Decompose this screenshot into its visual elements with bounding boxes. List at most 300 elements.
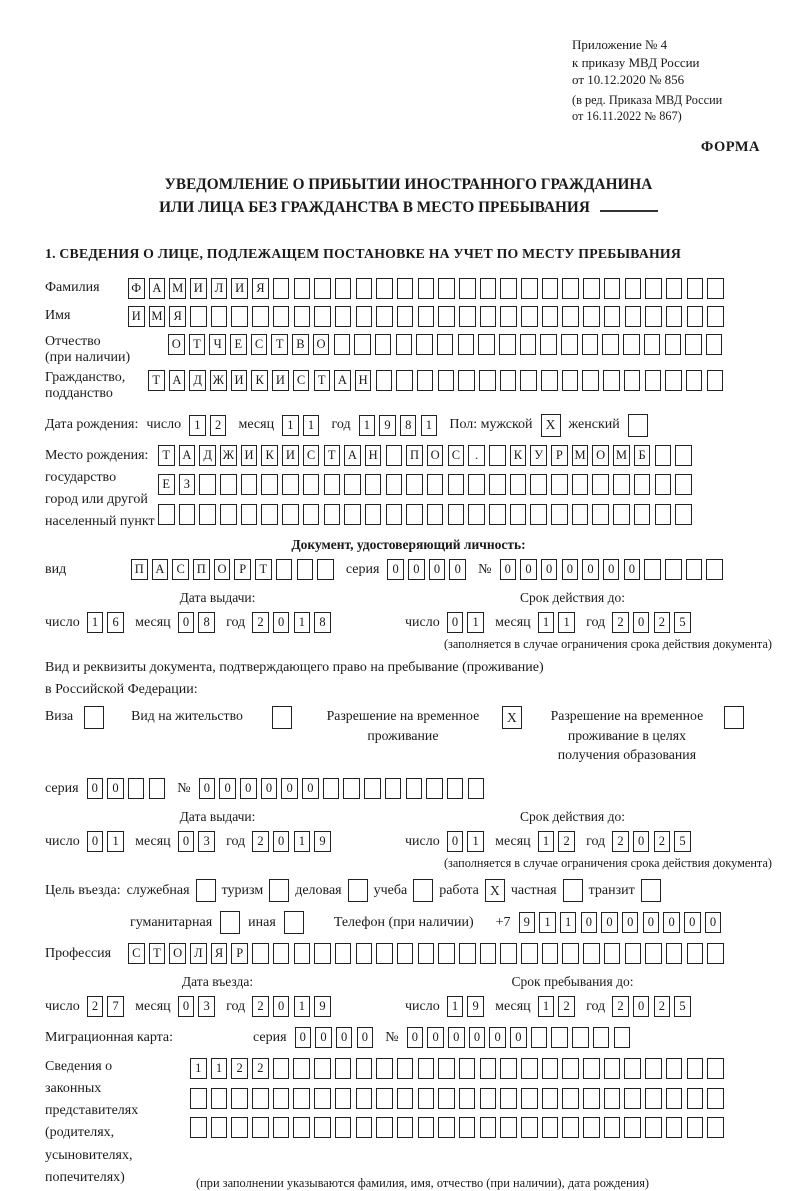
cell[interactable]	[356, 306, 373, 327]
cell[interactable]	[675, 445, 692, 466]
cell[interactable]	[645, 1058, 662, 1079]
cell[interactable]	[604, 1117, 621, 1138]
cell[interactable]	[634, 504, 651, 525]
residence-permit-checkbox[interactable]	[272, 706, 292, 729]
cell[interactable]	[356, 1088, 373, 1109]
cell[interactable]	[426, 778, 443, 799]
cell[interactable]	[418, 1088, 435, 1109]
doc-series-cells[interactable]	[387, 559, 470, 580]
cell[interactable]	[531, 1027, 548, 1048]
doc-issue-day-cells[interactable]	[87, 612, 128, 633]
cell[interactable]	[365, 504, 382, 525]
cell[interactable]: 5	[674, 612, 691, 633]
cell[interactable]: 1	[294, 996, 311, 1017]
cell[interactable]: 0	[273, 612, 290, 633]
cell[interactable]: А	[169, 370, 186, 391]
stay-month-cells[interactable]	[538, 996, 579, 1017]
cell[interactable]	[613, 474, 630, 495]
cell[interactable]: .	[468, 445, 485, 466]
cell[interactable]	[562, 370, 579, 391]
cell[interactable]	[686, 370, 703, 391]
cell[interactable]: К	[251, 370, 268, 391]
cell[interactable]	[376, 278, 393, 299]
cell[interactable]	[273, 1088, 290, 1109]
cell[interactable]	[480, 943, 497, 964]
cell[interactable]	[282, 504, 299, 525]
cell[interactable]: О	[168, 334, 185, 355]
cell[interactable]	[521, 306, 538, 327]
cell[interactable]: 1	[558, 612, 575, 633]
cell[interactable]	[666, 1117, 683, 1138]
cell[interactable]: 1	[294, 612, 311, 633]
cell[interactable]: 0	[447, 612, 464, 633]
cell[interactable]: 0	[178, 831, 195, 852]
cell[interactable]	[273, 943, 290, 964]
cell[interactable]: 0	[107, 778, 124, 799]
cell[interactable]: 9	[379, 415, 396, 436]
birth-day-cells[interactable]	[189, 415, 230, 436]
cell[interactable]	[480, 1088, 497, 1109]
cell[interactable]	[386, 445, 403, 466]
rvp-valid-month-cells[interactable]	[538, 831, 579, 852]
cell[interactable]	[604, 278, 621, 299]
cell[interactable]	[418, 943, 435, 964]
cell[interactable]	[397, 306, 414, 327]
cell[interactable]	[458, 370, 475, 391]
cell[interactable]: И	[282, 445, 299, 466]
cell[interactable]	[314, 306, 331, 327]
cell[interactable]	[542, 278, 559, 299]
cell[interactable]	[365, 474, 382, 495]
cell[interactable]: 0	[633, 996, 650, 1017]
cell[interactable]: 0	[178, 996, 195, 1017]
cell[interactable]: Е	[230, 334, 247, 355]
rvp-issue-month-cells[interactable]	[178, 831, 219, 852]
cell[interactable]	[541, 370, 558, 391]
cell[interactable]	[686, 559, 703, 580]
cell[interactable]: М	[613, 445, 630, 466]
cell[interactable]: 0	[87, 778, 104, 799]
entry-day-cells[interactable]	[87, 996, 128, 1017]
cell[interactable]: А	[152, 559, 169, 580]
cell[interactable]	[438, 306, 455, 327]
cell[interactable]	[645, 943, 662, 964]
entry-month-cells[interactable]	[178, 996, 219, 1017]
cell[interactable]	[499, 334, 516, 355]
cell[interactable]: Ж	[210, 370, 227, 391]
cell[interactable]	[397, 1088, 414, 1109]
cell[interactable]	[468, 778, 485, 799]
cell[interactable]: К	[261, 445, 278, 466]
cell[interactable]	[644, 559, 661, 580]
cell[interactable]: А	[179, 445, 196, 466]
cell[interactable]: М	[149, 306, 166, 327]
cell[interactable]	[489, 504, 506, 525]
cell[interactable]	[614, 1027, 631, 1048]
rvp-valid-year-cells[interactable]	[612, 831, 695, 852]
cell[interactable]	[273, 278, 290, 299]
cell[interactable]	[231, 306, 248, 327]
cell[interactable]	[190, 1117, 207, 1138]
cell[interactable]	[293, 1088, 310, 1109]
purpose-work-checkbox[interactable]: X	[485, 879, 505, 902]
cell[interactable]	[459, 1058, 476, 1079]
cell[interactable]	[707, 370, 724, 391]
cell[interactable]	[562, 278, 579, 299]
cell[interactable]	[687, 278, 704, 299]
cell[interactable]	[314, 943, 331, 964]
doc-kind-cells[interactable]	[131, 559, 338, 580]
cell[interactable]: Н	[355, 370, 372, 391]
cell[interactable]	[500, 370, 517, 391]
cell[interactable]	[521, 1058, 538, 1079]
cell[interactable]	[480, 306, 497, 327]
cell[interactable]: И	[128, 306, 145, 327]
cell[interactable]	[396, 370, 413, 391]
profession-cells[interactable]	[128, 943, 728, 964]
cell[interactable]: 0	[663, 912, 680, 933]
cell[interactable]	[149, 778, 166, 799]
cell[interactable]	[562, 1058, 579, 1079]
cell[interactable]: 1	[294, 831, 311, 852]
cell[interactable]: М	[169, 278, 186, 299]
cell[interactable]	[602, 334, 619, 355]
cell[interactable]	[666, 943, 683, 964]
cell[interactable]: 0	[407, 1027, 424, 1048]
cell[interactable]	[385, 778, 402, 799]
cell[interactable]: Р	[551, 445, 568, 466]
cell[interactable]	[459, 1088, 476, 1109]
purpose-tourism-checkbox[interactable]	[269, 879, 289, 902]
cell[interactable]: М	[572, 445, 589, 466]
cell[interactable]	[211, 1117, 228, 1138]
cell[interactable]	[687, 1117, 704, 1138]
stay-year-cells[interactable]	[612, 996, 695, 1017]
cell[interactable]: О	[592, 445, 609, 466]
cell[interactable]	[220, 504, 237, 525]
cell[interactable]	[376, 306, 393, 327]
cell[interactable]	[418, 1058, 435, 1079]
cell[interactable]	[356, 278, 373, 299]
rvp-issue-year-cells[interactable]	[252, 831, 335, 852]
cell[interactable]	[530, 474, 547, 495]
cell[interactable]: П	[406, 445, 423, 466]
cell[interactable]	[542, 1117, 559, 1138]
cell[interactable]	[551, 474, 568, 495]
cell[interactable]	[459, 278, 476, 299]
cell[interactable]	[335, 1117, 352, 1138]
cell[interactable]: 0	[315, 1027, 332, 1048]
cell[interactable]	[334, 334, 351, 355]
cell[interactable]	[335, 306, 352, 327]
cell[interactable]	[458, 334, 475, 355]
cell[interactable]	[459, 943, 476, 964]
cell[interactable]	[562, 1117, 579, 1138]
cell[interactable]	[707, 943, 724, 964]
cell[interactable]	[624, 370, 641, 391]
cell[interactable]: С	[293, 370, 310, 391]
cell[interactable]	[418, 278, 435, 299]
cell[interactable]: Т	[149, 943, 166, 964]
name-cells[interactable]	[128, 306, 728, 327]
cell[interactable]	[521, 1117, 538, 1138]
cell[interactable]	[294, 278, 311, 299]
cell[interactable]	[489, 474, 506, 495]
cell[interactable]	[592, 504, 609, 525]
cell[interactable]: А	[149, 278, 166, 299]
cell[interactable]	[706, 559, 723, 580]
cell[interactable]: 2	[231, 1058, 248, 1079]
cell[interactable]	[273, 306, 290, 327]
cell[interactable]	[551, 1027, 568, 1048]
cell[interactable]	[500, 1117, 517, 1138]
cell[interactable]	[604, 943, 621, 964]
cell[interactable]	[604, 1088, 621, 1109]
cell[interactable]: Р	[234, 559, 251, 580]
purpose-other-checkbox[interactable]	[284, 911, 304, 934]
cell[interactable]	[542, 1058, 559, 1079]
cell[interactable]	[438, 1058, 455, 1079]
cell[interactable]	[521, 1088, 538, 1109]
cell[interactable]: 0	[489, 1027, 506, 1048]
cell[interactable]	[625, 278, 642, 299]
cell[interactable]: О	[214, 559, 231, 580]
purpose-private-checkbox[interactable]	[563, 879, 583, 902]
cell[interactable]: 0	[469, 1027, 486, 1048]
doc-issue-month-cells[interactable]	[178, 612, 219, 633]
cell[interactable]: Т	[148, 370, 165, 391]
cell[interactable]: Т	[189, 334, 206, 355]
cell[interactable]	[687, 306, 704, 327]
cell[interactable]	[324, 474, 341, 495]
cell[interactable]: 9	[519, 912, 536, 933]
purpose-study-checkbox[interactable]	[413, 879, 433, 902]
cell[interactable]	[356, 943, 373, 964]
cell[interactable]: 9	[314, 996, 331, 1017]
cell[interactable]	[438, 1088, 455, 1109]
cell[interactable]	[199, 474, 216, 495]
cell[interactable]: Я	[211, 943, 228, 964]
sex-male-checkbox[interactable]: X	[541, 414, 561, 437]
cell[interactable]	[675, 504, 692, 525]
cell[interactable]: 0	[633, 831, 650, 852]
cell[interactable]: 1	[190, 1058, 207, 1079]
cell[interactable]	[252, 943, 269, 964]
cell[interactable]: Л	[190, 943, 207, 964]
cell[interactable]: 0	[510, 1027, 527, 1048]
cell[interactable]	[572, 474, 589, 495]
rvp-series-cells[interactable]	[87, 778, 170, 799]
cell[interactable]: 3	[198, 996, 215, 1017]
cell[interactable]	[707, 1058, 724, 1079]
cell[interactable]	[634, 474, 651, 495]
cell[interactable]	[706, 334, 723, 355]
cell[interactable]: 0	[582, 559, 599, 580]
cell[interactable]: 1	[421, 415, 438, 436]
cell[interactable]	[199, 504, 216, 525]
cell[interactable]: 0	[429, 559, 446, 580]
cell[interactable]: Н	[365, 445, 382, 466]
cell[interactable]	[397, 278, 414, 299]
cell[interactable]: 1	[282, 415, 299, 436]
cell[interactable]: 1	[107, 831, 124, 852]
mig-number-cells[interactable]	[407, 1027, 635, 1048]
cell[interactable]	[604, 1058, 621, 1079]
cell[interactable]: 3	[198, 831, 215, 852]
cell[interactable]	[510, 504, 527, 525]
cell[interactable]: 1	[189, 415, 206, 436]
cell[interactable]	[480, 278, 497, 299]
cell[interactable]	[324, 504, 341, 525]
cell[interactable]	[397, 943, 414, 964]
birth-year-cells[interactable]	[359, 415, 442, 436]
birth-place-row3-cells[interactable]	[158, 504, 696, 525]
cell[interactable]	[624, 1117, 641, 1138]
cell[interactable]: Т	[314, 370, 331, 391]
cell[interactable]: 2	[558, 831, 575, 852]
cell[interactable]	[500, 278, 517, 299]
cell[interactable]	[179, 504, 196, 525]
doc-issue-year-cells[interactable]	[252, 612, 335, 633]
cell[interactable]: И	[190, 278, 207, 299]
cell[interactable]	[645, 1088, 662, 1109]
cell[interactable]	[293, 1117, 310, 1138]
cell[interactable]	[335, 943, 352, 964]
cell[interactable]	[572, 504, 589, 525]
cell[interactable]	[241, 474, 258, 495]
cell[interactable]	[314, 278, 331, 299]
cell[interactable]	[276, 559, 293, 580]
cell[interactable]	[416, 334, 433, 355]
cell[interactable]: Я	[252, 278, 269, 299]
cell[interactable]: О	[427, 445, 444, 466]
cell[interactable]: 0	[684, 912, 701, 933]
cell[interactable]: 5	[674, 831, 691, 852]
rvp-number-cells[interactable]	[199, 778, 489, 799]
cell[interactable]	[685, 334, 702, 355]
cell[interactable]	[252, 1088, 269, 1109]
cell[interactable]: И	[241, 445, 258, 466]
cell[interactable]	[427, 474, 444, 495]
cell[interactable]: П	[193, 559, 210, 580]
cell[interactable]: 2	[252, 1058, 269, 1079]
cell[interactable]: 0	[387, 559, 404, 580]
cell[interactable]	[438, 943, 455, 964]
cell[interactable]	[665, 334, 682, 355]
cell[interactable]: 0	[302, 778, 319, 799]
cell[interactable]: 0	[541, 559, 558, 580]
cell[interactable]	[427, 504, 444, 525]
cell[interactable]	[603, 370, 620, 391]
cell[interactable]	[500, 1058, 517, 1079]
cell[interactable]	[356, 1058, 373, 1079]
cell[interactable]	[448, 474, 465, 495]
cell[interactable]	[335, 1088, 352, 1109]
cell[interactable]	[397, 1117, 414, 1138]
cell[interactable]	[376, 370, 393, 391]
cell[interactable]: 2	[252, 996, 269, 1017]
cell[interactable]	[386, 474, 403, 495]
cell[interactable]	[303, 474, 320, 495]
cell[interactable]	[376, 1058, 393, 1079]
cell[interactable]: 0	[281, 778, 298, 799]
cell[interactable]	[520, 334, 537, 355]
representatives-row1-cells[interactable]	[190, 1058, 728, 1079]
cell[interactable]	[273, 1058, 290, 1079]
cell[interactable]: И	[272, 370, 289, 391]
cell[interactable]: 2	[612, 612, 629, 633]
cell[interactable]	[479, 370, 496, 391]
cell[interactable]	[314, 1088, 331, 1109]
cell[interactable]: 2	[654, 996, 671, 1017]
cell[interactable]	[297, 559, 314, 580]
birth-place-row2-cells[interactable]	[158, 474, 696, 495]
cell[interactable]	[604, 306, 621, 327]
doc-valid-month-cells[interactable]	[538, 612, 579, 633]
cell[interactable]: 2	[654, 831, 671, 852]
cell[interactable]	[687, 1058, 704, 1079]
cell[interactable]	[417, 370, 434, 391]
cell[interactable]	[521, 278, 538, 299]
cell[interactable]	[376, 1117, 393, 1138]
stay-day-cells[interactable]	[447, 996, 488, 1017]
temp-residence-edu-checkbox[interactable]	[724, 706, 744, 729]
patronymic-cells[interactable]	[168, 334, 727, 355]
cell[interactable]: А	[334, 370, 351, 391]
cell[interactable]	[645, 278, 662, 299]
cell[interactable]: З	[179, 474, 196, 495]
cell[interactable]: 0	[633, 612, 650, 633]
cell[interactable]	[521, 943, 538, 964]
cell[interactable]	[625, 306, 642, 327]
cell[interactable]: 2	[252, 831, 269, 852]
cell[interactable]	[489, 445, 506, 466]
cell[interactable]	[354, 334, 371, 355]
cell[interactable]: 0	[447, 831, 464, 852]
cell[interactable]: 1	[539, 912, 556, 933]
cell[interactable]	[317, 559, 334, 580]
cell[interactable]	[406, 778, 423, 799]
cell[interactable]	[645, 370, 662, 391]
cell[interactable]	[448, 504, 465, 525]
cell[interactable]: 2	[87, 996, 104, 1017]
cell[interactable]	[303, 504, 320, 525]
cell[interactable]	[582, 370, 599, 391]
cell[interactable]	[447, 778, 464, 799]
cell[interactable]: 0	[562, 559, 579, 580]
cell[interactable]	[356, 1117, 373, 1138]
cell[interactable]: Ж	[220, 445, 237, 466]
cell[interactable]: П	[131, 559, 148, 580]
cell[interactable]	[438, 370, 455, 391]
cell[interactable]	[418, 306, 435, 327]
cell[interactable]: 8	[198, 612, 215, 633]
cell[interactable]: 0	[520, 559, 537, 580]
temp-residence-checkbox[interactable]: X	[502, 706, 522, 729]
cell[interactable]: 1	[538, 996, 555, 1017]
cell[interactable]	[572, 1027, 589, 1048]
cell[interactable]	[655, 445, 672, 466]
purpose-official-checkbox[interactable]	[196, 879, 216, 902]
cell[interactable]	[707, 1117, 724, 1138]
cell[interactable]	[396, 334, 413, 355]
cell[interactable]	[480, 1058, 497, 1079]
doc-valid-day-cells[interactable]	[447, 612, 488, 633]
cell[interactable]: С	[448, 445, 465, 466]
cell[interactable]: 0	[219, 778, 236, 799]
cell[interactable]: Т	[271, 334, 288, 355]
cell[interactable]: 5	[674, 996, 691, 1017]
